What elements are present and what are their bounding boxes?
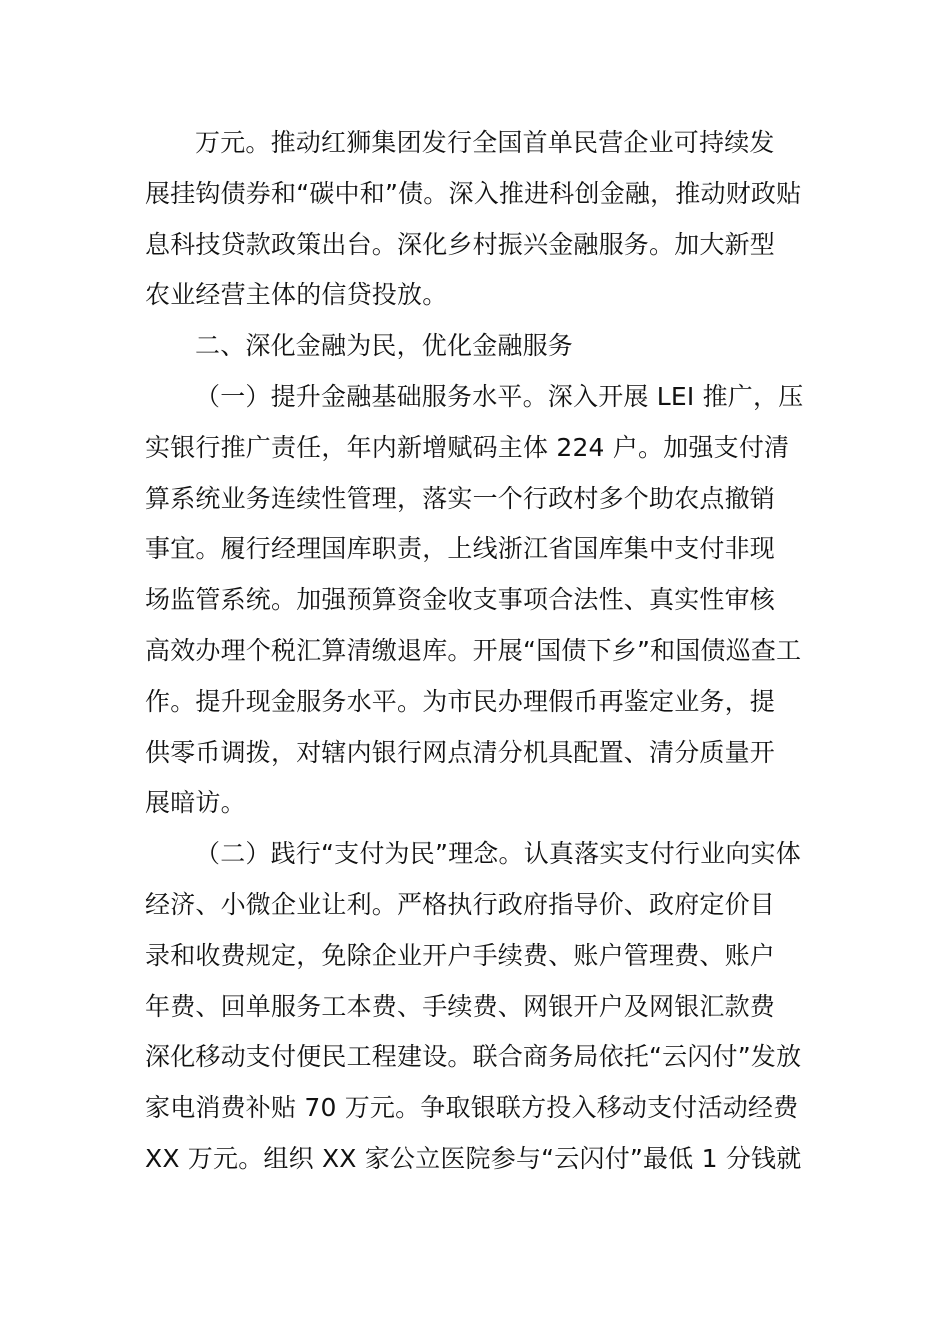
paragraph-line: 家电消费补贴 70 万元。争取银联方投入移动支付活动经费 — [145, 1093, 799, 1123]
paragraph-line: 息科技贷款政策出台。深化乡村振兴金融服务。加大新型 — [145, 229, 776, 259]
paragraph-line: 年费、回单服务工本费、手续费、网银开户及网银汇款费 — [145, 991, 776, 1021]
paragraph-line: 展挂钩债券和“碳中和”债。深入推进科创金融，推动财政贴 — [145, 178, 802, 208]
paragraph-line: 高效办理个税汇算清缴退库。开展“国债下乡”和国债巡查工 — [145, 635, 802, 665]
paragraph-line: 实银行推广责任，年内新增赋码主体 224 户。加强支付清 — [145, 432, 790, 462]
document-body — [145, 118, 807, 1185]
section-heading: 二、深化金融为民，优化金融服务 — [195, 331, 574, 361]
paragraph-line: 场监管系统。加强预算资金收支事项合法性、真实性审核 — [145, 585, 776, 615]
paragraph-line: 算系统业务连续性管理，落实一个行政村多个助农点撤销 — [145, 483, 776, 513]
paragraph-line: （二）践行“支付为民”理念。认真落实支付行业向实体 — [195, 839, 801, 869]
paragraph-line: 经济、小微企业让利。严格执行政府指导价、政府定价目 — [145, 889, 776, 919]
paragraph-line: 作。提升现金服务水平。为市民办理假币再鉴定业务，提 — [145, 686, 776, 716]
paragraph-line: 录和收费规定，免除企业开户手续费、账户管理费、账户 — [145, 940, 776, 970]
paragraph-line: 农业经营主体的信贷投放。 — [145, 280, 448, 310]
paragraph-line: （一）提升金融基础服务水平。深入开展 LEI 推广，压 — [195, 381, 804, 411]
paragraph-line: XX 万元。组织 XX 家公立医院参与“云闪付”最低 1 分钱就 — [145, 1143, 802, 1173]
paragraph-line: 供零币调拨，对辖内银行网点清分机具配置、清分质量开 — [145, 737, 776, 767]
paragraph-line: 深化移动支付便民工程建设。联合商务局依托“云闪付”发放 — [145, 1042, 802, 1072]
paragraph-line: 展暗访。 — [145, 788, 246, 818]
paragraph-line: 万元。推动红狮集团发行全国首单民营企业可持续发 — [195, 128, 775, 157]
paragraph-line: 事宜。履行经理国库职责，上线浙江省国库集中支付非现 — [145, 534, 776, 564]
